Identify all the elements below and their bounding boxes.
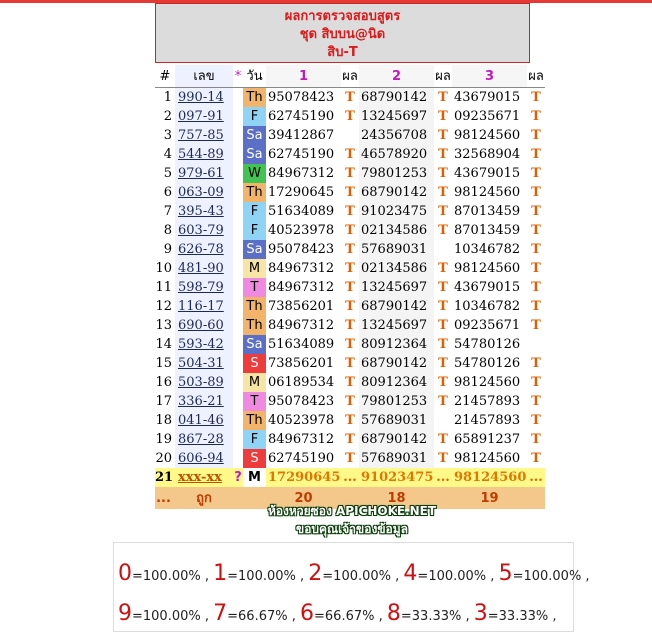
row-day-badge: Th <box>243 88 266 108</box>
row-lek-link[interactable]: 626-78 <box>175 240 233 259</box>
col-header-set2: 2 <box>359 65 434 88</box>
row-day-badge: Th <box>243 316 266 335</box>
watermark-line2: ขอบคุณเจ้าของข้อมูล <box>295 522 408 536</box>
row-day-badge: W <box>243 164 266 183</box>
table-header-row <box>155 65 545 88</box>
row-lek-link[interactable]: 606-94 <box>175 449 233 468</box>
row-set3-number: 10346782 <box>452 297 527 316</box>
row-star <box>233 354 243 373</box>
row-set3-number: 21457893 <box>452 411 527 430</box>
row-number: 2 <box>163 109 172 124</box>
row-star <box>233 411 243 430</box>
row-set2-number: 79801253 <box>359 392 434 411</box>
stat-percent: =100.00% <box>132 569 201 584</box>
table-row <box>155 88 545 108</box>
row-set3-number: 87013459 <box>452 202 527 221</box>
row-set3-number: 43679015 <box>452 164 527 183</box>
col-header-result2: ผล <box>434 65 452 88</box>
row-set2-result: T <box>438 318 448 333</box>
row-lek-link[interactable]: 593-42 <box>175 335 233 354</box>
row-set2-result: T <box>438 90 448 105</box>
row-set3-result: T <box>531 109 541 124</box>
row-set2-result <box>434 411 452 430</box>
table-row <box>155 278 545 297</box>
row-set3-number: 09235671 <box>452 107 527 126</box>
row-set3-result: T <box>531 204 541 219</box>
row-star <box>233 430 243 449</box>
table-row <box>155 449 545 468</box>
table-row <box>155 392 545 411</box>
row-day-badge: M <box>243 259 266 278</box>
row-set1-result: T <box>345 413 355 428</box>
row-lek-link[interactable]: 481-90 <box>175 259 233 278</box>
row-day-badge: F <box>243 107 266 126</box>
col-header-result3: ผล <box>527 65 545 88</box>
stats-line-1: 0=100.00% , 1=100.00% , 2=100.00% , 4=100.00% , 5=100.00% , <box>118 561 590 586</box>
row-set3-number: 98124560 <box>452 449 527 468</box>
row-set2-number: 13245697 <box>359 278 434 297</box>
stat-percent: =100.00% <box>227 569 296 584</box>
prediction-no: 21 <box>155 470 174 485</box>
row-set2-result: T <box>438 299 448 314</box>
row-star <box>233 297 243 316</box>
table-row <box>155 145 545 164</box>
row-day-badge: S <box>243 449 266 468</box>
col-header-day: วัน <box>243 65 266 88</box>
row-set2-result: T <box>438 166 448 181</box>
row-star <box>233 392 243 411</box>
table-row <box>155 411 545 430</box>
row-lek-link[interactable]: 979-61 <box>175 164 233 183</box>
row-set2-result: T <box>438 432 448 447</box>
row-number: 8 <box>163 223 172 238</box>
row-star <box>233 335 243 354</box>
row-set1-number: 84967312 <box>266 164 341 183</box>
row-set3-result: T <box>531 223 541 238</box>
table-row <box>155 107 545 126</box>
row-set1-result: T <box>345 451 355 466</box>
stat-percent: =100.00% <box>322 569 392 584</box>
table-row <box>155 164 545 183</box>
row-number: 6 <box>163 185 172 200</box>
row-set3-number: 87013459 <box>452 221 527 240</box>
row-set1-number: 62745190 <box>266 145 341 164</box>
prediction-day: M <box>243 468 266 487</box>
stat-digit: 6 <box>300 601 315 626</box>
row-set3-result: T <box>531 261 541 276</box>
row-set2-result: T <box>438 223 448 238</box>
table-row <box>155 202 545 221</box>
row-set1-result: T <box>345 394 355 409</box>
watermark-line1: ห้องหวยซอง APICHOKE.NET <box>267 504 437 518</box>
row-set1-number: 84967312 <box>266 316 341 335</box>
row-set3-number: 98124560 <box>452 259 527 278</box>
row-star <box>233 221 243 240</box>
stat-percent: =100.00% <box>512 569 582 584</box>
row-set1-result: T <box>345 337 355 352</box>
col-header-lek: เลข <box>175 65 233 88</box>
prediction-result1: ... <box>341 468 359 487</box>
row-set2-result: T <box>438 375 448 390</box>
row-set2-number: 91023475 <box>359 202 434 221</box>
row-set3-result: T <box>531 280 541 295</box>
stat-digit: 8 <box>386 601 401 626</box>
row-set2-number: 68790142 <box>359 297 434 316</box>
header-title: ผลการตรวจสอบสูตร <box>284 9 401 24</box>
row-set2-number: 68790142 <box>359 354 434 373</box>
row-set2-result: T <box>438 280 448 295</box>
prediction-row <box>155 468 545 487</box>
row-lek-link[interactable]: 041-46 <box>175 411 233 430</box>
row-lek-link[interactable]: 544-89 <box>175 145 233 164</box>
row-set3-result: T <box>531 185 541 200</box>
row-set2-number: 57689031 <box>359 240 434 259</box>
row-star <box>233 183 243 202</box>
row-day-badge: Sa <box>243 126 266 145</box>
row-lek-link[interactable]: 990-14 <box>175 88 233 108</box>
row-set1-result: T <box>345 242 355 257</box>
row-lek-link[interactable]: 097-91 <box>175 107 233 126</box>
stat-percent: =100.00% <box>417 569 487 584</box>
row-number: 17 <box>155 394 172 409</box>
row-day-badge: F <box>243 430 266 449</box>
row-set3-number: 43679015 <box>452 278 527 297</box>
row-set1-number: 17290645 <box>266 183 341 202</box>
summary-label: ถูก <box>175 487 233 509</box>
row-lek-link[interactable]: 116-17 <box>175 297 233 316</box>
row-set3-number: 98124560 <box>452 183 527 202</box>
row-set1-result: T <box>345 280 355 295</box>
prediction-result3: ... <box>527 468 545 487</box>
results-panel <box>155 3 544 509</box>
row-lek-link[interactable]: 395-43 <box>175 202 233 221</box>
row-set1-result: T <box>345 432 355 447</box>
row-lek-link[interactable]: 504-31 <box>175 354 233 373</box>
row-set2-number: 79801253 <box>359 164 434 183</box>
row-set3-result: T <box>531 394 541 409</box>
row-set1-number: 51634089 <box>266 335 341 354</box>
row-set2-number: 80912364 <box>359 373 434 392</box>
col-header-result1: ผล <box>341 65 359 88</box>
row-number: 5 <box>163 166 172 181</box>
panel-header <box>155 3 530 63</box>
row-day-badge: Sa <box>243 240 266 259</box>
table-row <box>155 126 545 145</box>
row-day-badge: F <box>243 202 266 221</box>
row-set1-result: T <box>345 356 355 371</box>
table-row <box>155 354 545 373</box>
row-set3-number: 65891237 <box>452 430 527 449</box>
row-star <box>233 259 243 278</box>
row-set1-result: T <box>345 299 355 314</box>
stat-digit: 0 <box>118 561 132 586</box>
row-star <box>233 164 243 183</box>
table-row <box>155 373 545 392</box>
stat-digit: 7 <box>213 601 228 626</box>
prediction-star: ? <box>234 470 242 485</box>
row-set1-result: T <box>345 147 355 162</box>
row-set1-number: 84967312 <box>266 278 341 297</box>
row-set3-result: T <box>531 242 541 257</box>
table-row <box>155 240 545 259</box>
row-set2-result: T <box>438 337 448 352</box>
stat-digit: 5 <box>498 561 513 586</box>
row-set2-result: T <box>438 356 448 371</box>
row-set3-result: T <box>531 451 541 466</box>
stat-digit: 2 <box>308 561 323 586</box>
results-table <box>155 65 545 509</box>
row-set2-result <box>434 240 452 259</box>
row-set2-number: 24356708 <box>359 126 434 145</box>
row-number: 10 <box>155 261 172 276</box>
row-set1-number: 73856201 <box>266 354 341 373</box>
row-set2-number: 68790142 <box>359 183 434 202</box>
row-set1-number: 40523978 <box>266 411 341 430</box>
row-set2-result: T <box>438 147 448 162</box>
row-day-badge: Th <box>243 183 266 202</box>
table-row <box>155 335 545 354</box>
row-set2-result: T <box>438 451 448 466</box>
table-row <box>155 183 545 202</box>
row-set3-number: 21457893 <box>452 392 527 411</box>
row-day-badge: M <box>243 373 266 392</box>
watermark <box>232 502 472 538</box>
row-set1-result: T <box>345 185 355 200</box>
row-day-badge: T <box>243 392 266 411</box>
row-set2-result: T <box>438 109 448 124</box>
prediction-set3: 98124560 <box>454 470 527 485</box>
row-number: 19 <box>155 432 172 447</box>
row-set2-number: 13245697 <box>359 107 434 126</box>
row-set1-result: T <box>345 261 355 276</box>
row-set3-result: T <box>531 299 541 314</box>
row-set1-result <box>341 126 359 145</box>
row-star <box>233 449 243 468</box>
row-set1-result: T <box>345 166 355 181</box>
row-star <box>233 202 243 221</box>
table-row <box>155 316 545 335</box>
row-star <box>233 373 243 392</box>
row-number: 3 <box>163 128 172 143</box>
row-set2-number: 80912364 <box>359 335 434 354</box>
row-set2-number: 68790142 <box>359 88 434 108</box>
stat-percent: =33.33% <box>400 609 462 624</box>
row-lek-link[interactable]: 336-21 <box>175 392 233 411</box>
row-day-badge: S <box>243 354 266 373</box>
row-set2-number: 02134586 <box>359 221 434 240</box>
row-set1-result: T <box>345 223 355 238</box>
row-set3-result: T <box>531 166 541 181</box>
row-number: 13 <box>155 318 172 333</box>
row-star <box>233 240 243 259</box>
col-header-set3: 3 <box>452 65 527 88</box>
col-header-set1: 1 <box>266 65 341 88</box>
row-lek-link[interactable]: 757-85 <box>175 126 233 145</box>
row-lek-link[interactable]: 690-60 <box>175 316 233 335</box>
row-set1-number: 06189534 <box>266 373 341 392</box>
row-star <box>233 145 243 164</box>
row-number: 9 <box>163 242 172 257</box>
row-set3-result: T <box>531 318 541 333</box>
row-number: 16 <box>155 375 172 390</box>
row-set3-number: 98124560 <box>452 373 527 392</box>
row-set1-result: T <box>345 90 355 105</box>
row-set2-result: T <box>438 394 448 409</box>
row-number: 14 <box>155 337 172 352</box>
row-lek-link[interactable]: 063-09 <box>175 183 233 202</box>
row-star <box>233 126 243 145</box>
row-star <box>233 316 243 335</box>
row-number: 20 <box>155 451 172 466</box>
stat-percent: =100.00% <box>132 609 201 624</box>
stat-percent: =33.33% <box>487 609 549 624</box>
row-set2-number: 13245697 <box>359 316 434 335</box>
stat-digit: 9 <box>118 601 132 626</box>
stat-digit: 4 <box>403 561 418 586</box>
header-set-name: ชุด สิบบน@นิด <box>299 27 386 42</box>
row-set2-result: T <box>438 261 448 276</box>
row-set1-number: 51634089 <box>266 202 341 221</box>
row-star <box>233 88 243 108</box>
col-header-no: # <box>155 65 175 88</box>
row-star <box>233 278 243 297</box>
row-set1-result: T <box>345 204 355 219</box>
row-set1-number: 84967312 <box>266 430 341 449</box>
row-set2-result: T <box>438 128 448 143</box>
row-set1-number: 62745190 <box>266 449 341 468</box>
row-number: 4 <box>163 147 172 162</box>
row-set1-result: T <box>345 375 355 390</box>
stat-percent: =66.67% <box>314 609 375 624</box>
row-set2-number: 46578920 <box>359 145 434 164</box>
summary-set3-count: 19 <box>452 487 527 509</box>
row-set3-result: T <box>531 356 541 371</box>
row-lek-link[interactable]: 603-79 <box>175 221 233 240</box>
row-set2-number: 57689031 <box>359 411 434 430</box>
prediction-set1: 17290645 <box>268 470 341 485</box>
row-number: 15 <box>155 356 172 371</box>
row-set3-result: T <box>531 375 541 390</box>
row-lek-link[interactable]: 503-89 <box>175 373 233 392</box>
row-number: 12 <box>155 299 172 314</box>
table-row <box>155 430 545 449</box>
row-set3-result <box>527 335 545 354</box>
row-set3-result: T <box>531 128 541 143</box>
row-day-badge: T <box>243 278 266 297</box>
row-set1-number: 39412867 <box>266 126 341 145</box>
row-set3-number: 43679015 <box>452 88 527 108</box>
row-set2-number: 68790142 <box>359 430 434 449</box>
row-set3-number: 32568904 <box>452 145 527 164</box>
row-set1-number: 40523978 <box>266 221 341 240</box>
stat-percent: =66.67% <box>227 609 288 624</box>
header-formula: สิบ-T <box>327 45 358 60</box>
prediction-lek[interactable]: xxx-xx <box>175 468 233 487</box>
row-number: 1 <box>163 90 172 105</box>
row-set3-number: 10346782 <box>452 240 527 259</box>
row-set3-number: 54780126 <box>452 354 527 373</box>
row-number: 18 <box>155 413 172 428</box>
prediction-result2: ... <box>434 468 452 487</box>
summary-set2-count: 18 <box>359 487 434 509</box>
table-row <box>155 259 545 278</box>
row-set3-number: 09235671 <box>452 316 527 335</box>
row-set3-number: 98124560 <box>452 126 527 145</box>
summary-dots: ... <box>155 487 175 509</box>
row-set3-result: T <box>531 90 541 105</box>
table-row <box>155 297 545 316</box>
summary-set1-count: 20 <box>266 487 341 509</box>
prediction-set2: 91023475 <box>361 470 434 485</box>
row-star <box>233 107 243 126</box>
stat-digit: 1 <box>213 561 228 586</box>
row-lek-link[interactable]: 867-28 <box>175 430 233 449</box>
row-set2-result: T <box>438 204 448 219</box>
row-day-badge: Th <box>243 297 266 316</box>
row-set3-result: T <box>531 432 541 447</box>
row-set1-number: 62745190 <box>266 107 341 126</box>
row-set1-number: 84967312 <box>266 259 341 278</box>
row-number: 11 <box>155 280 172 295</box>
col-header-star: * <box>233 65 243 88</box>
row-number: 7 <box>163 204 172 219</box>
row-set1-number: 95078423 <box>266 392 341 411</box>
row-day-badge: Sa <box>243 335 266 354</box>
stats-line-2: 9=100.00% , 7=66.67% , 6=66.67% , 8=33.33% , 3=33.33% , <box>118 601 557 626</box>
row-set1-result: T <box>345 318 355 333</box>
table-row <box>155 221 545 240</box>
row-set1-number: 73856201 <box>266 297 341 316</box>
row-lek-link[interactable]: 598-79 <box>175 278 233 297</box>
row-set1-number: 95078423 <box>266 88 341 108</box>
digit-stats-box <box>113 542 590 632</box>
row-set2-number: 57689031 <box>359 449 434 468</box>
row-day-badge: F <box>243 221 266 240</box>
stat-digit: 3 <box>473 601 488 626</box>
row-set3-number: 54780126 <box>452 335 527 354</box>
row-set3-result: T <box>531 413 541 428</box>
row-set2-number: 02134586 <box>359 259 434 278</box>
row-set2-result: T <box>438 185 448 200</box>
row-set3-result: T <box>531 147 541 162</box>
row-day-badge: Th <box>243 411 266 430</box>
row-day-badge: Sa <box>243 145 266 164</box>
row-set1-number: 95078423 <box>266 240 341 259</box>
row-set1-result: T <box>345 109 355 124</box>
